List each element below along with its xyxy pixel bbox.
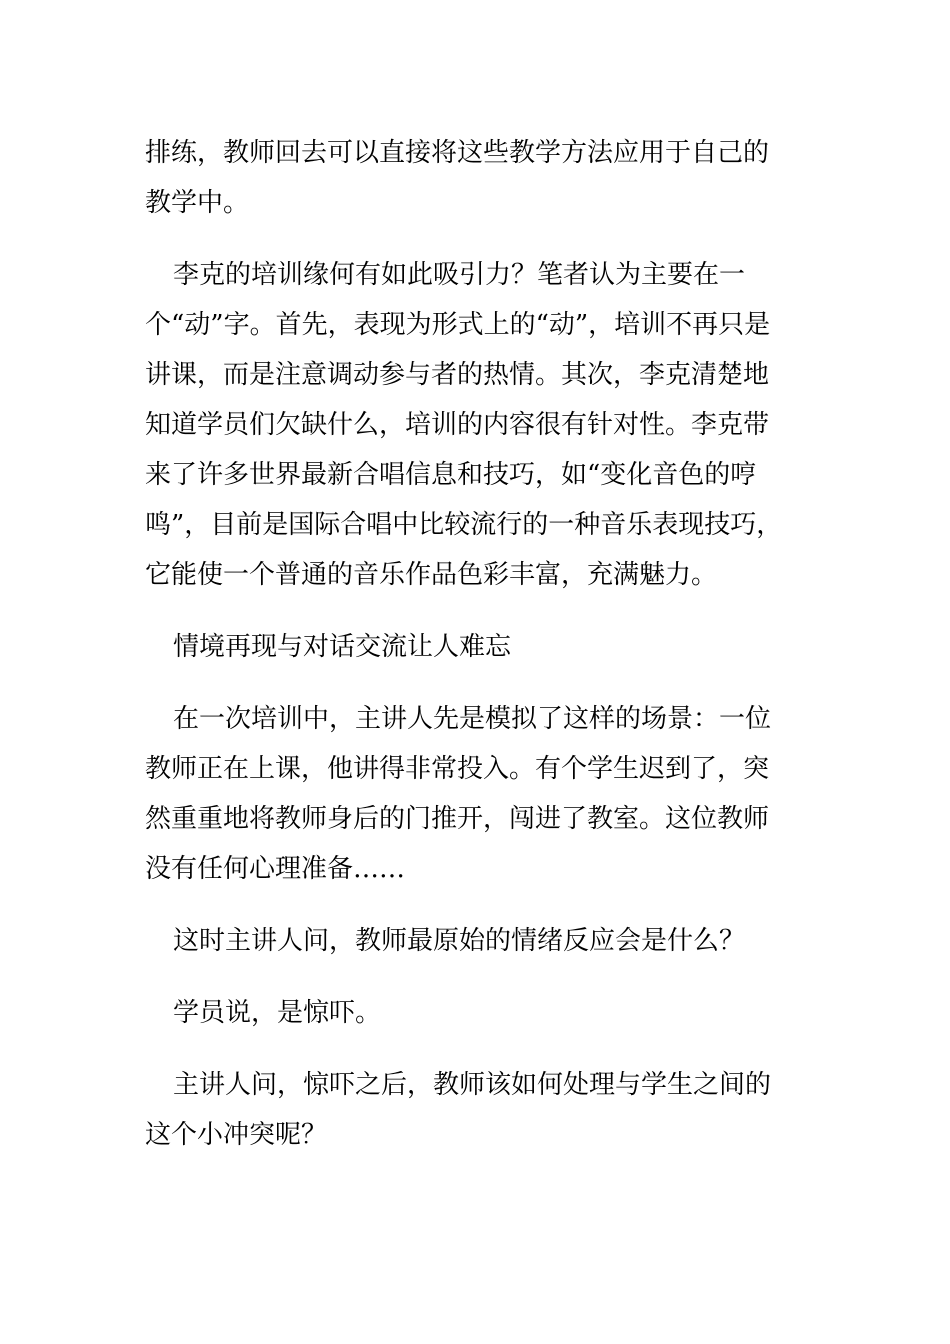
paragraph: 学员说，是惊吓。 <box>173 998 382 1028</box>
paragraph: 李克的培训缘何有如此吸引力？笔者认为主要在一个“动”字。首先，表现为形式上的“动”，培训不再只是讲课，而是注意调动参与者的热情。其次，李克清楚地知道学员们欠缺什么，培训的内容很有针对性。李克带来了许多世界最新合唱信息和技巧，如“变化音色的哼鸣”，目前是国际合唱中比较流行的一种音乐表现技巧，它能使一个普通的音乐作品色彩丰富，充满魅力。 <box>145 260 783 590</box>
paragraph: 在一次培训中，主讲人先是模拟了这样的场景：一位教师正在上课，他讲得非常投入。有个学生迟到了，突然重重地将教师身后的门推开，闯进了教室。这位教师没有任何心理准备…… <box>145 704 772 884</box>
section-heading: 情境再现与对话交流让人难忘 <box>173 632 512 662</box>
paragraph-gap <box>145 894 793 916</box>
paragraph-gap <box>145 1038 793 1060</box>
paragraph: 排练，教师回去可以直接将这些教学方法应用于自己的教学中。 <box>145 138 770 218</box>
paragraph-gap <box>145 966 793 988</box>
paragraph-gap <box>145 600 793 622</box>
paragraph: 这时主讲人问，教师最原始的情绪反应会是什么？ <box>173 926 746 956</box>
paragraph-gap <box>145 228 793 250</box>
paragraph: 主讲人问，惊吓之后，教师该如何处理与学生之间的这个小冲突呢？ <box>145 1070 772 1150</box>
body-text <box>145 128 793 1160</box>
paragraph-gap <box>145 672 793 694</box>
